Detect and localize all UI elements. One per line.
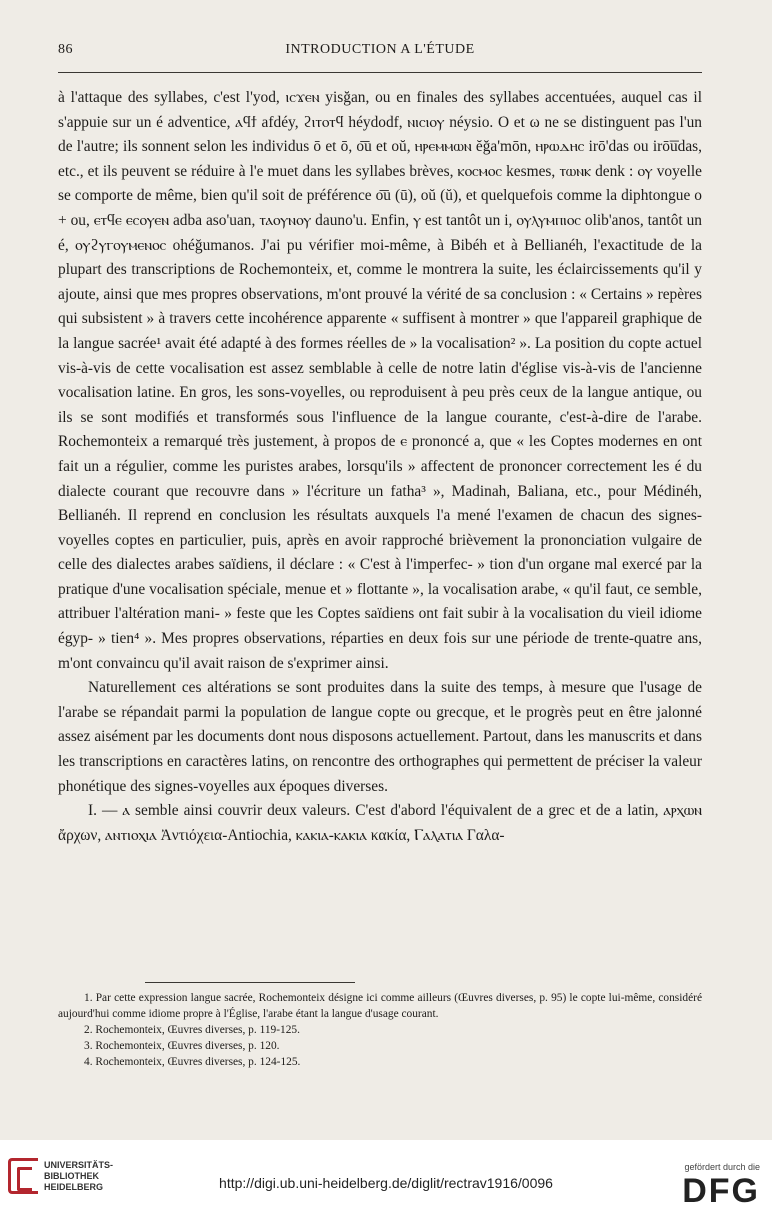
page-number: 86 [58, 42, 73, 57]
library-name-line: HEIDELBERG [44, 1182, 104, 1192]
header-rule [58, 72, 702, 73]
paragraph-2: Naturellement ces altérations se sont produites dans la suite des temps, à mesure que l'usage de l'arabe se répandait parmi la population de langue copte ou grecque, et le progrès peut en être jalonné assez aisément par les documents dont nous disposons actuellement. Partout, dans les manuscrits et dans les transcriptions en caractères latins, on rencontre des orthographes qui permettent de préciser la valeur phonétique des signes-voyelles aux époques diverses. [58, 679, 702, 795]
dfg-logo: DFG [682, 1172, 760, 1210]
main-text [58, 86, 702, 848]
footnotes [58, 990, 702, 1070]
footnote-2: 2. Rochemonteix, Œuvres diverses, p. 119-125. [84, 1024, 300, 1036]
footnote-rule [145, 982, 355, 983]
footnote-3: 3. Rochemonteix, Œuvres diverses, p. 120. [84, 1040, 280, 1052]
footnote-1: 1. Par cette expression langue sacrée, Rochemonteix désigne ici comme ailleurs (Œuvres diverses, p. 95) le copte lui-même, considéré aujourd'hui comme idiome propre à l'Église, l'arabe étant la langue d'usage courant. [58, 992, 702, 1020]
funding-caption: gefördert durch die [684, 1162, 760, 1172]
library-name-line: BIBLIOTHEK [44, 1171, 99, 1181]
permalink[interactable]: http://digi.ub.uni-heidelberg.de/diglit/rectrav1916/0096 [219, 1175, 553, 1191]
paragraph-1: à l'attaque des syllabes, c'est l'yod, ⲓⲥϫⲉⲛ yisğan, ou en finales des syllabes accentuées, auquel cas il s'appuie sur un é adventice, ⲁϥϯ afdéy, ϩⲓⲧⲟⲧϥ héydodf, ⲛⲓⲥⲓⲟⲩ néysio. O et ω ne se distinguent pas l'un de l'autre; ils sonnent selon les individus ō et ō, o͞u et oŭ, ⲏⲣⲉⲙⲙⲱⲛ ĕğa'mōn, ⲏⲣⲱⲇⲏⲥ irō'das ou irō͞udas, etc., et ils peuvent se réduire à l'e muet dans les syllabes brèves, ⲕⲟⲥⲙⲟⲥ kesmes, ⲧⲱⲛⲕ denk : ⲟⲩ voyelle se comporte de même, bien qu'il soit de préférence o͞u (ū), oŭ (ŭ), et quelquefois comme la diphtongue o + ou, ⲉⲧϥⲉ ⲉⲥⲟⲩⲉⲛ adba aso'uan, ⲧⲁⲟⲩⲛⲟⲩ dauno'u. Enfin, ⲩ est tantôt un i, ⲟⲩⲗⲩⲙⲡⲓⲟⲥ olib'anos, tantôt un é, ⲟⲩϩⲩⲅⲟⲩⲙⲉⲛⲟⲥ ohéğumanos. J'ai pu vérifier moi-même, à Bibéh et à Bellianéh, l'exactitude de la plupart des transcriptions de Rochemonteix, et, comme le montrera la suite, les éclaircissements qu'il y ajoute, ainsi que mes propres observations, m'ont prouvé la vérité de sa conclusion : « Certains » repères qui subsistent » à travers cette incohérence apparente « suffisent à montrer » que l'appareil graphique de la langue sacrée¹ avait été adapté à des formes réelles de » la vocalisation² ». La position du copte actuel vis-à-vis de cette vocalisation est assez semblable à celle de notre latin d'église vis-à-vis de l'ancienne vocalisation latine. En gros, les sons-voyelles, ou reproduisent à peu près ceux de la langue antique, ou ils se sont modifiés et transformés sous l'influence de la langue courante, c'est-à-dire de l'arabe. Rochemonteix a remarqué très justement, à propos de ⲉ prononcé a, que « les Coptes modernes en ont fait un a régulier, comme les puristes arabes, lorsqu'ils » affectent de prononcer correctement les é du dialecte courant que recouvre dans » l'écriture un fatha³ », Madinah, Baliana, etc., pour Médinéh, Bellianéh. Il reprend en conclusion les résultats auxquels l'a mené l'examen de chacun des signes-voyelles coptes en particulier, puis, après en avoir rapproché brièvement la prononciation vulgaire de celle des dialectes arabes saïdiens, il déclare : « C'est à l'imperfec- » tion d'un organe mal exercé par la pratique d'une vocalisation spéciale, menue et » flottante », la vocalisation arabe, « qu'il faut, ce semble, attribuer l'altération mani- » feste que les Coptes saïdiens ont fait subir à la vocalisation du vieil idiome égyp- » tien⁴ ». Mes propres observations, réparties en deux fois sur une période de trente-quatre ans, m'ont convaincu qu'il avait raison de s'exprimer ainsi. [58, 89, 702, 672]
paragraph-3: I. — ⲁ semble ainsi couvrir deux valeurs. C'est d'abord l'équivalent de a grec et de a latin, ⲁⲣⲭⲱⲛ ἄρχων, ⲁⲛⲧⲓⲟⲭⲓⲁ Ἀντιόχεια-Antiochia, ⲕⲁⲕⲓⲁ-ⲕⲁⲕⲓⲁ κακία, Ⲅⲁⲗⲁⲧⲓⲁ Γαλα- [58, 802, 702, 844]
viewer-footer [0, 1140, 772, 1214]
page-header [58, 42, 702, 62]
footnote-4: 4. Rochemonteix, Œuvres diverses, p. 124-125. [84, 1056, 301, 1068]
running-title: INTRODUCTION A L'ÉTUDE [285, 42, 475, 57]
library-name-line: UNIVERSITÄTS- [44, 1160, 114, 1170]
